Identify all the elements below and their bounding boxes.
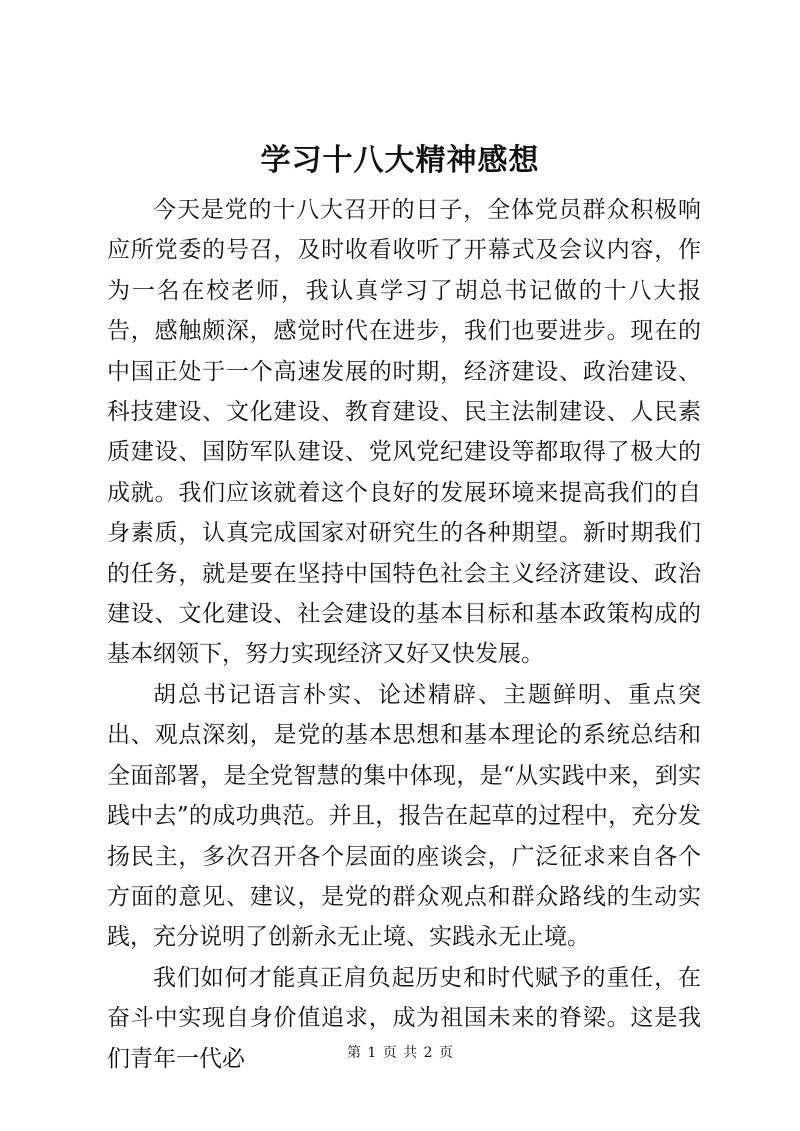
- paragraph-3: 我们如何才能真正肩负起历史和时代赋予的重任，在奋斗中实现自身价值追求，成为祖国未来的脊梁。这是我们青年一代必: [107, 964, 701, 1072]
- page-footer: 第 1 页 共 2 页: [346, 1045, 454, 1061]
- document-body: [107, 190, 701, 1079]
- paragraph-1: 今天是党的十八大召开的日子，全体党员群众积极响应所党委的号召，及时收看收听了开幕式及会议内容，作为一名在校老师，我认真学习了胡总书记做的十八大报告，感触颇深，感觉时代在进步，我们也要进步。现在的中国正处于一个高速发展的时期，经济建设、政治建设、科技建设、文化建设、教育建设、民主法制建设、人民素质建设、国防军队建设、党风党纪建设等都取得了极大的成就。我们应该就着这个良好的发展环境来提高我们的自身素质，认真完成国家对研究生的各种期望。新时期我们的任务，就是要在坚持中国特色社会主义经济建设、政治建设、文化建设、社会建设的基本目标和基本政策构成的基本纲领下，努力实现经济又好又快发展。: [107, 197, 701, 668]
- paragraph-2: 胡总书记语言朴实、论述精辟、主题鲜明、重点突出、观点深刻，是党的基本思想和基本理论的系统总结和全面部署，是全党智慧的集中体现，是“从实践中来，到实践中去”的成功典范。并且，报告在起草的过程中，充分发扬民主，多次召开各个层面的座谈会，广泛征求来自各个方面的意见、建议，是党的群众观点和群众路线的生动实践，充分说明了创新永无止境、实践永无止境。: [107, 681, 701, 951]
- document-title: 学习十八大精神感想: [260, 143, 540, 178]
